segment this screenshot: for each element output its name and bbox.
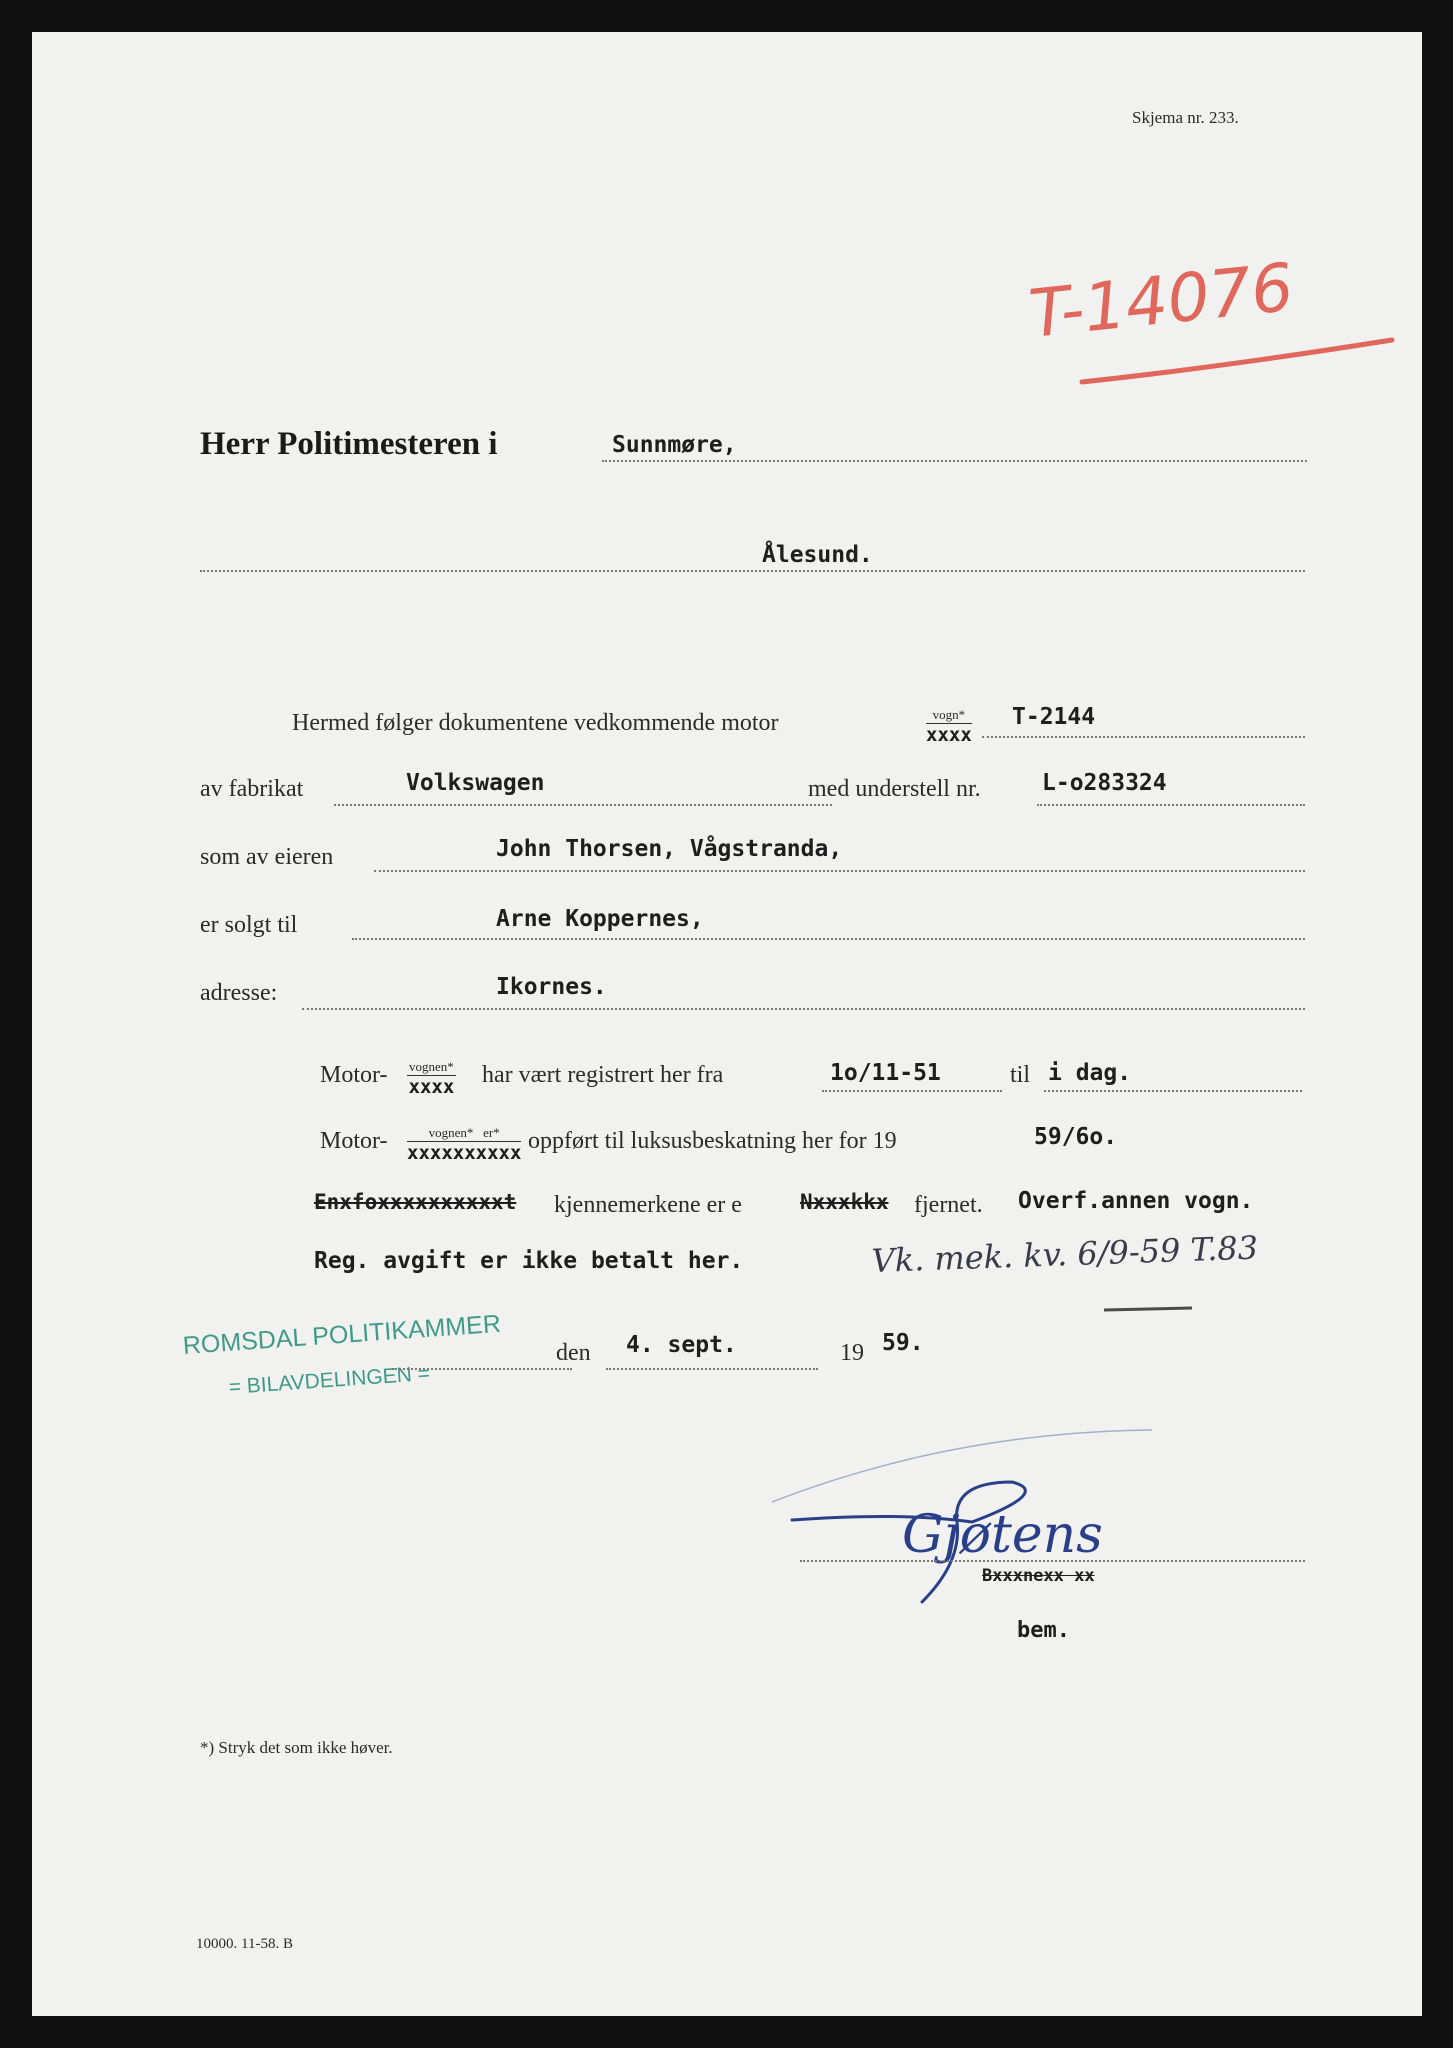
registration-number: T-2144 [1012, 704, 1096, 730]
signature-dotted-line [800, 1560, 1305, 1562]
reg-til-label: til [1010, 1062, 1031, 1088]
schema-number: Skjema nr. 233. [1132, 108, 1239, 127]
place-dotted-line [392, 1368, 572, 1370]
signature-text: Gjøtens [902, 1505, 1103, 1565]
city: Ålesund. [762, 542, 873, 568]
fabrikat-label: av fabrikat [200, 776, 304, 802]
year-value: 59. [882, 1330, 924, 1356]
signature-role: bem. [1017, 1618, 1070, 1643]
print-code: 10000. 11-58. B [196, 1936, 293, 1952]
kjoper-value: Arne Koppernes, [496, 906, 704, 932]
lux-motor-label: Motor- [320, 1128, 388, 1154]
documents-line-label: Hermed følger dokumentene vedkommende motor [292, 710, 779, 736]
footnote: *) Stryk det som ikke høver. [200, 1738, 393, 1757]
reg-from-dotted-line [822, 1090, 1002, 1092]
stamp-line-2: = BILAVDELINGEN = [228, 1361, 431, 1399]
kjenn-crossed-word: Enxfoxxxxxxxxxxt [314, 1190, 517, 1214]
kjenn-note: Overf.annen vogn. [1018, 1188, 1254, 1214]
eier-label: som av eieren [200, 844, 334, 870]
lux-fraction: vognen* er* xxxxxxxxxx [407, 1125, 522, 1164]
kjenn-fjernet: fjernet. [914, 1192, 983, 1218]
date-dotted-line [606, 1368, 818, 1370]
solgt-label: er solgt til [200, 912, 298, 938]
reg-to-value: i dag. [1048, 1060, 1132, 1086]
understell-dotted-line [1037, 804, 1305, 806]
lux-year: 59/6o. [1034, 1124, 1118, 1150]
understell-value: L-o283324 [1042, 770, 1167, 796]
eier-value: John Thorsen, Vågstranda, [496, 836, 843, 862]
reg-from-date: 1o/11-51 [830, 1060, 941, 1086]
kjoper-dotted-line [352, 938, 1305, 940]
date-label: den [556, 1340, 591, 1366]
reg-dotted-line [982, 736, 1305, 738]
date-value: 4. sept. [626, 1332, 737, 1358]
reg-vognen-fraction: vognen* xxxx [408, 1059, 455, 1098]
handwritten-note-text: Vk. mek. kv. 6/9-59 T.83 [870, 1228, 1259, 1280]
adresse-label: adresse: [200, 980, 278, 1006]
reg-motor-label: Motor- [320, 1062, 388, 1088]
heading-label: Herr Politimesteren i [200, 426, 498, 462]
kjenn-crossed-word-2: Nxxxkkx [800, 1190, 889, 1214]
adresse-dotted-line [302, 1008, 1305, 1010]
adresse-value: Ikornes. [496, 974, 607, 1000]
document-page [32, 32, 1422, 2016]
eier-dotted-line [374, 870, 1305, 872]
reg-to-dotted-line [1044, 1090, 1302, 1092]
handwritten-note [870, 1228, 1412, 1332]
red-mark-text: T-14076 [1025, 248, 1297, 353]
year-prefix: 19 [840, 1340, 864, 1366]
reg-text: har vært registrert her fra [482, 1062, 724, 1088]
stamp-line-1: ROMSDAL POLITIKAMMER [182, 1309, 502, 1360]
lux-text: oppført til luksusbeskatning her for 19 [528, 1128, 897, 1154]
red-pencil-mark [1022, 242, 1402, 402]
fabrikat-value: Volkswagen [406, 770, 545, 796]
fabrikat-dotted-line [334, 804, 832, 806]
city-dotted-line [200, 570, 1305, 572]
heading-district: Sunnmøre, [612, 432, 737, 458]
understell-label: med understell nr. [808, 776, 981, 802]
signature [752, 1372, 1172, 1612]
vogn-fraction: vogn* xxxx [926, 707, 972, 746]
signature-role-crossed: Bxxxnexx xx [982, 1566, 1095, 1586]
heading-dotted-line [602, 460, 1307, 462]
kjenn-text: kjennemerkene er e [554, 1192, 742, 1218]
reg-avgift-note: Reg. avgift er ikke betalt her. [314, 1248, 744, 1274]
